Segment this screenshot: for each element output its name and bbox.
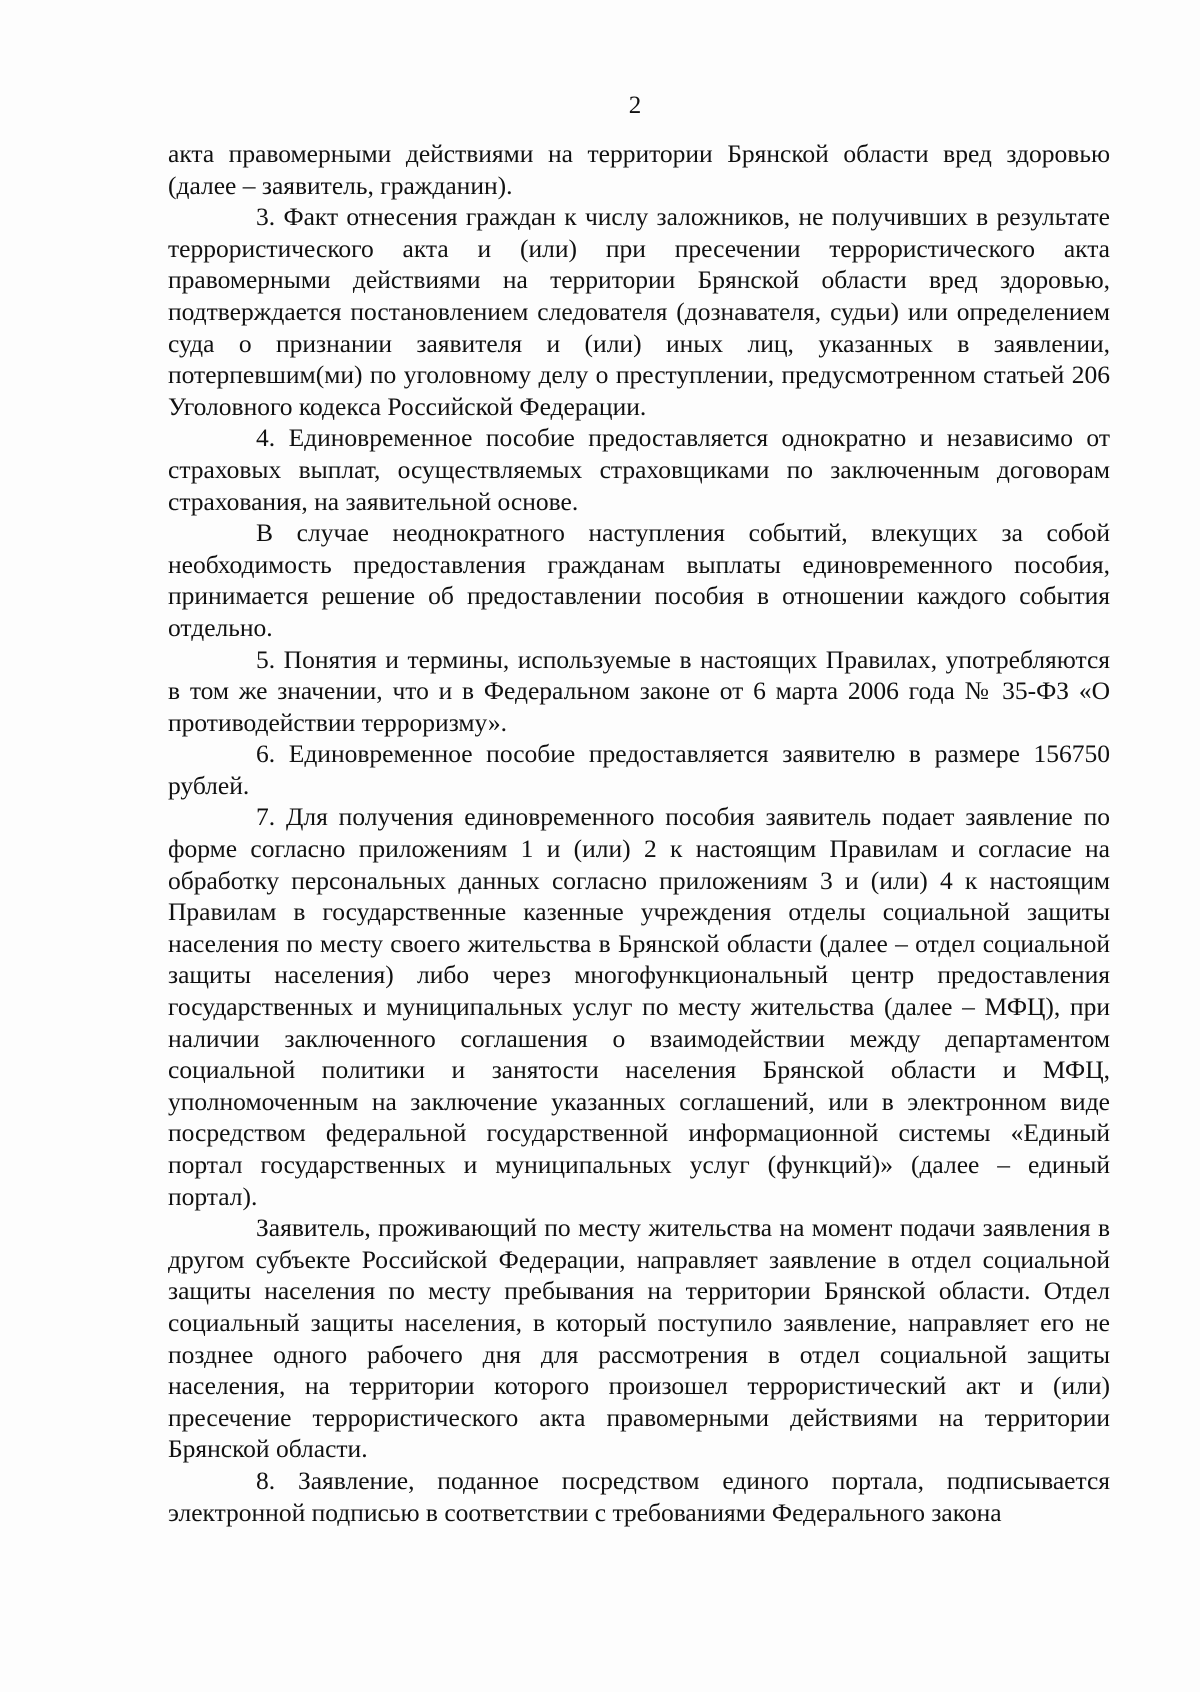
paragraph-item-6: 6. Единовременное пособие предоставляется заявителю в размере 156750 рублей. [168,739,1110,800]
paragraph-continuation: акта правомерными действиями на территории Брянской области вред здоровью (далее – заявитель, гражданин). [168,139,1110,200]
paragraph-item-5: 5. Понятия и термины, используемые в настоящих Правилах, употребляются в том же значении, что и в Федеральном законе от 6 марта 2006 года № 35-ФЗ «О противодействии терроризму». [168,644,1110,737]
paragraph-item-4-continued: В случае неоднократного наступления событий, влекущих за собой необходимость предоставления гражданам выплаты единовременного пособия, принимается решение об предоставлении пособия в отношении каждого события отдельно. [168,518,1110,642]
document-body [168,138,1110,1528]
page-number: 2 [628,92,642,119]
paragraph-item-7-continued: Заявитель, проживающий по месту жительства на момент подачи заявления в другом субъекте Российской Федерации, направляет заявление в отдел социальной защиты населения по месту пребывания на территории Брянской области. Отдел социальный защиты населения, в который поступило заявление, направляет его не позднее одного рабочего дня для рассмотрения в отдел социальной защиты населения, на территории которого произошел террористический акт и (или) пресечение террористического акта правомерными действиями на территории Брянской области. [168,1213,1110,1464]
paragraph-item-7: 7. Для получения единовременного пособия заявитель подает заявление по форме согласно приложениям 1 и (или) 2 к настоящим Правилам и согласие на обработку персональных данных согласно приложениям 3 и (или) 4 к настоящим Правилам в государственные казенные учреждения отделы социальной защиты населения по месту своего жительства в Брянской области (далее – отдел социальной защиты населения) либо через многофункциональный центр предоставления государственных и муниципальных услуг по месту жительства (далее – МФЦ), при наличии заключенного соглашения о взаимодействии между департаментом социальной политики и занятости населения Брянской области и МФЦ, уполномоченным на заключение указанных соглашений, или в электронном виде посредством федеральной государственной информационной системы «Единый портал государственных и муниципальных услуг (функций)» (далее – единый портал). [168,802,1110,1211]
paragraph-item-8: 8. Заявление, поданное посредством единого портала, подписывается электронной подписью в соответствии с требованиями Федерального закона [168,1465,1110,1527]
paragraph-item-3: 3. Факт отнесения граждан к числу заложников, не получивших в результате террористического акта и (или) при пресечении террористического акта правомерными действиями на территории Брянской области вред здоровью, подтверждается постановлением следователя (дознавателя, судьи) или определением суда о признании заявителя и (или) иных лиц, указанных в заявлении, потерпевшим(ми) по уголовному делу о преступлении, предусмотренном статьей 206 Уголовного кодекса Российской Федерации. [168,202,1110,421]
paragraph-item-4: 4. Единовременное пособие предоставляется однократно и независимо от страховых выплат, осуществляемых страховщиками по заключенным договорам страхования, на заявительной основе. [168,423,1110,516]
